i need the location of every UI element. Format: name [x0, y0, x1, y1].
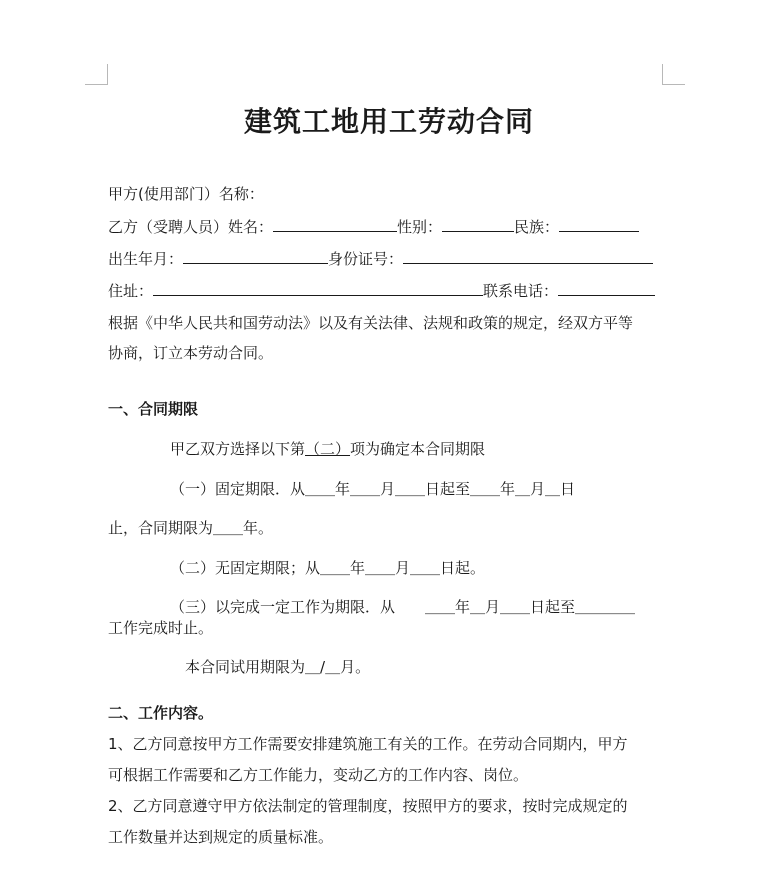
birth-id-line	[108, 248, 653, 270]
address-field[interactable]	[153, 281, 483, 296]
id-label: 身份证号：	[328, 250, 404, 268]
item-1-line-1: 1、乙方同意按甲方工作需要安排建筑施工有关的工作。在劳动合同期内，甲方	[108, 735, 628, 753]
gender-field[interactable]	[442, 217, 514, 232]
birth-label: 出生年月：	[108, 250, 184, 268]
crop-mark-right	[662, 64, 685, 85]
intro-line-1: 根据《中华人民共和国劳动法》以及有关法律、法规和政策的规定，经双方平等	[108, 314, 634, 332]
gender-label: 性别：	[397, 218, 443, 236]
party-b-name-label: 乙方（受聘人员）姓名：	[108, 218, 274, 236]
term-choice-suffix: 项为确定本合同期限	[350, 440, 486, 458]
term-choice-value: （二）	[305, 440, 351, 458]
party-b-name-field[interactable]	[273, 217, 397, 232]
trial-period-value: ＿/＿	[305, 658, 341, 676]
option-3-line-2: 工作完成时止。	[108, 619, 214, 637]
crop-mark-left	[85, 64, 108, 85]
intro-line-2: 协商，订立本劳动合同。	[108, 344, 274, 362]
party-a-line	[108, 183, 264, 205]
phone-label: 联系电话：	[483, 282, 559, 300]
id-field[interactable]	[403, 249, 653, 264]
document-title: 建筑工地用工劳动合同	[243, 105, 534, 138]
option-1-line-1: （一）固定期限．从＿＿年＿＿月＿＿日起至＿＿年＿月＿日	[170, 480, 576, 498]
party-b-line	[108, 216, 639, 238]
trial-period-line	[185, 656, 370, 678]
item-2-line-2: 工作数量并达到规定的质量标准。	[108, 828, 334, 846]
trial-period-suffix: 月。	[340, 658, 371, 676]
ethnicity-label: 民族：	[514, 218, 560, 236]
trial-period-prefix: 本合同试用期限为	[185, 658, 306, 676]
item-2-line-1: 2、乙方同意遵守甲方依法制定的管理制度，按照甲方的要求，按时完成规定的	[108, 797, 628, 815]
section-1-heading: 一、合同期限	[108, 400, 199, 418]
address-label: 住址：	[108, 282, 154, 300]
birth-field[interactable]	[183, 249, 328, 264]
address-phone-line	[108, 280, 655, 302]
ethnicity-field[interactable]	[559, 217, 639, 232]
term-choice-line	[170, 438, 485, 460]
option-1-line-2: 止，合同期限为＿＿年。	[108, 519, 274, 537]
section-2-heading: 二、工作内容。	[108, 704, 214, 722]
term-choice-prefix: 甲乙双方选择以下第	[170, 440, 306, 458]
option-2-line: （二）无固定期限；从＿＿年＿＿月＿＿日起。	[170, 559, 486, 577]
phone-field[interactable]	[558, 281, 655, 296]
option-3-line-1: （三）以完成一定工作为期限．从 ＿＿年＿月＿＿日起至＿＿＿＿	[170, 598, 636, 616]
item-1-line-2: 可根据工作需要和乙方工作能力，变动乙方的工作内容、岗位。	[108, 766, 529, 784]
party-a-label: 甲方(使用部门）名称：	[108, 185, 264, 203]
